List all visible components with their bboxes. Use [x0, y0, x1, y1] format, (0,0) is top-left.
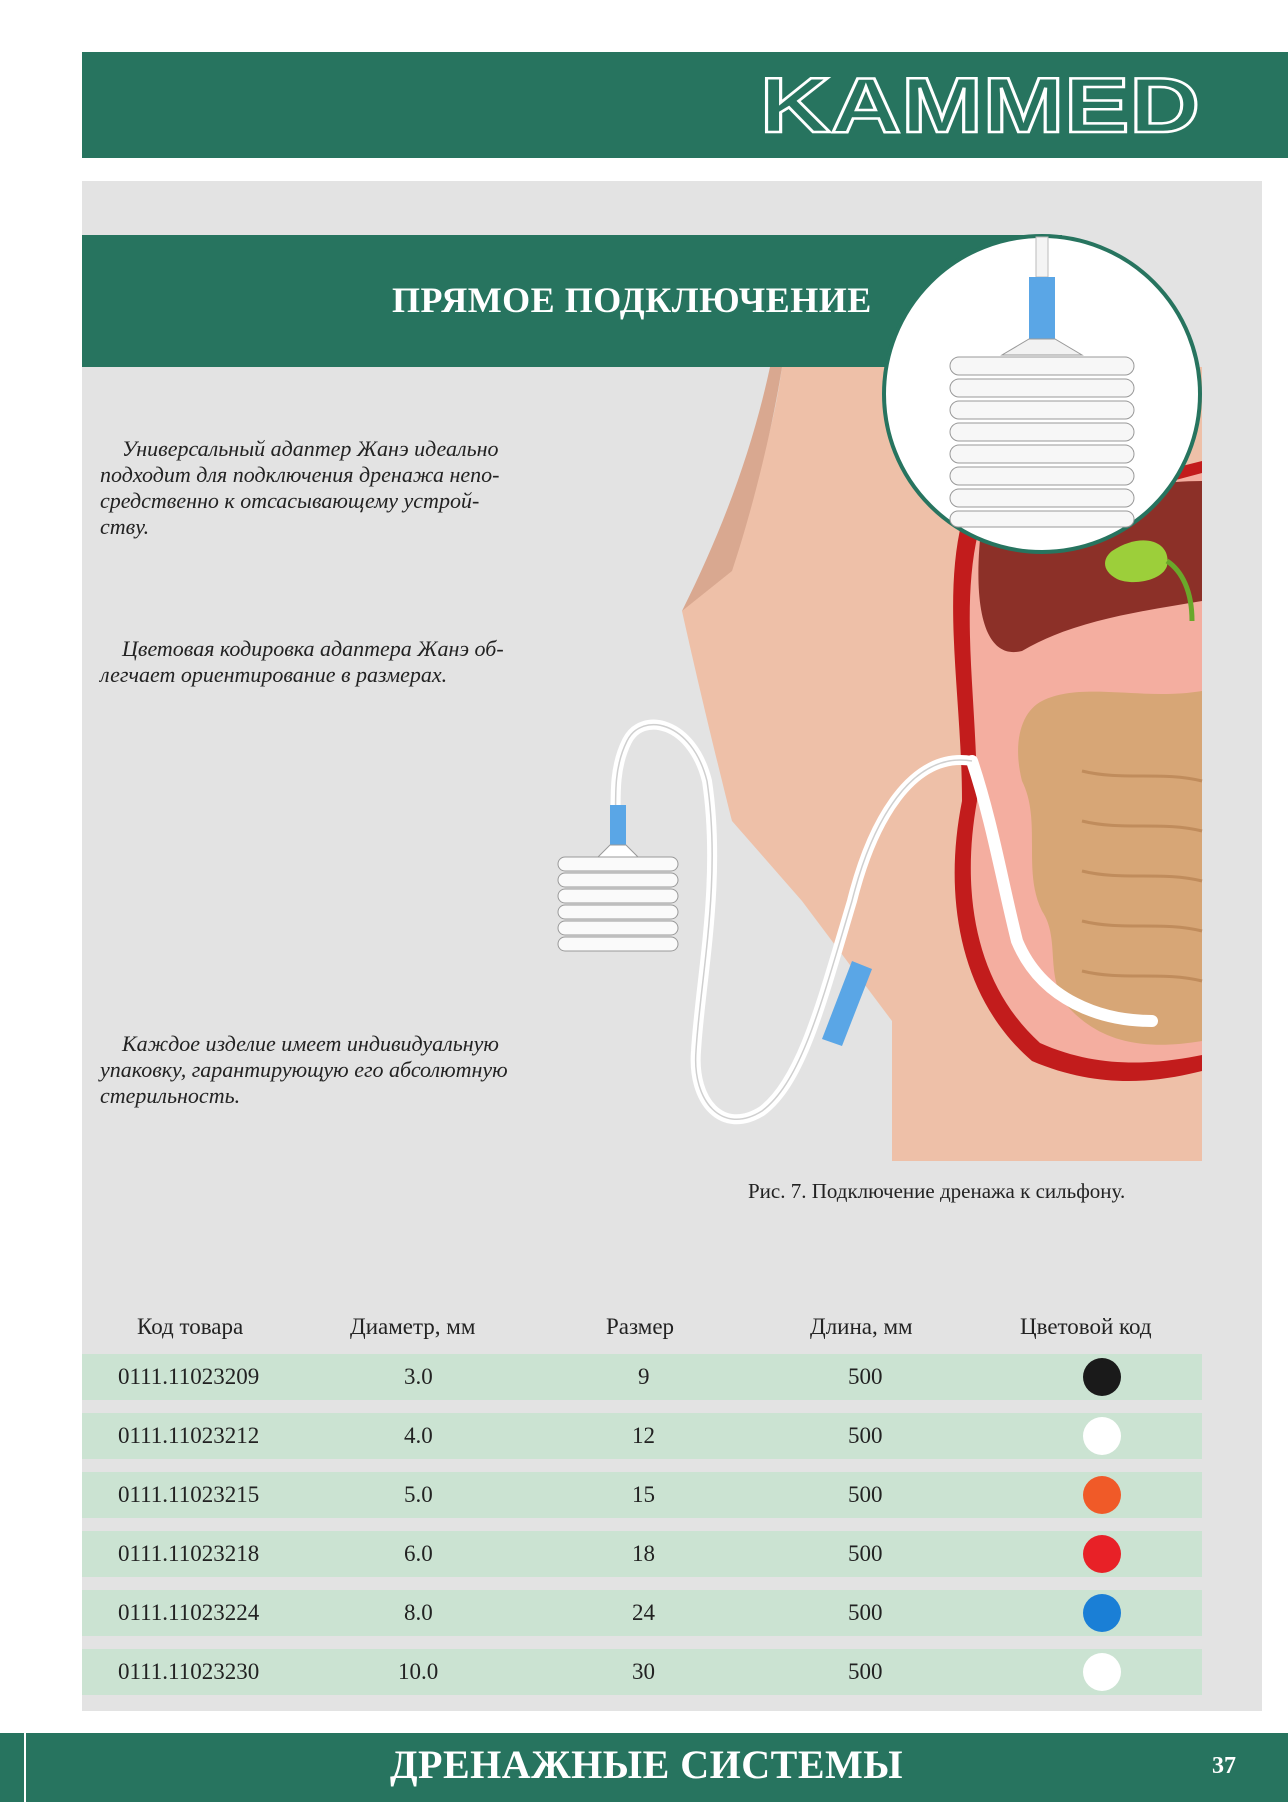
bellows-small: [558, 805, 678, 951]
content-panel: [82, 181, 1262, 1711]
table-row: [82, 1531, 1202, 1577]
cell-size: 24: [632, 1600, 655, 1625]
cell-length: 500: [848, 1364, 883, 1389]
paragraph-line: упаковку, гарантирующую его абсолютную: [100, 1057, 508, 1082]
cell-size: 9: [638, 1364, 650, 1389]
table-header-color: Цветовой код: [1020, 1314, 1152, 1339]
cell-size: 30: [632, 1659, 655, 1684]
footer-band: [0, 1733, 1288, 1802]
table-row: [82, 1590, 1202, 1636]
table-header-code: Код товара: [137, 1314, 244, 1339]
footer-title: ДРЕНАЖНЫЕ СИСТЕМЫ: [390, 1742, 904, 1787]
cell-diameter: 10.0: [398, 1659, 439, 1684]
paragraph-line: Универсальный адаптер Жанэ идеально: [122, 436, 499, 461]
section-title: ПРЯМОЕ ПОДКЛЮЧЕНИЕ: [392, 280, 872, 320]
cell-code: 0111.11023224: [118, 1600, 260, 1625]
cell-size: 18: [632, 1541, 655, 1566]
cell-code: 0111.11023218: [118, 1541, 260, 1566]
paragraph-line: подходит для подключения дренажа непо-: [100, 462, 500, 487]
cell-length: 500: [848, 1541, 883, 1566]
cell-length: 500: [848, 1600, 883, 1625]
cell-size: 12: [632, 1423, 655, 1448]
header-band: [82, 52, 1288, 158]
color-dot: [1083, 1653, 1121, 1691]
cell-code: 0111.11023212: [118, 1423, 260, 1448]
kammed-logo: [756, 66, 1206, 142]
cell-length: 500: [848, 1423, 883, 1448]
cell-length: 500: [848, 1482, 883, 1507]
cell-code: 0111.11023209: [118, 1364, 260, 1389]
paragraph-adapter: [100, 436, 562, 540]
magnified-bellows: [884, 236, 1200, 552]
paragraph-line: ству.: [100, 514, 150, 539]
cell-diameter: 6.0: [404, 1541, 433, 1566]
table-header-length: Длина, мм: [810, 1314, 913, 1339]
color-dot: [1083, 1535, 1121, 1573]
cell-diameter: 4.0: [404, 1423, 433, 1448]
logo-text: KAMMED: [760, 66, 1200, 142]
cell-diameter: 3.0: [404, 1364, 433, 1389]
cell-diameter: 8.0: [404, 1600, 433, 1625]
table-row: [82, 1472, 1202, 1518]
cell-code: 0111.11023215: [118, 1482, 260, 1507]
figure-caption: Рис. 7. Подключение дренажа к сильфону.: [748, 1179, 1126, 1203]
footer-divider: [24, 1733, 26, 1802]
cell-size: 15: [632, 1482, 655, 1507]
table-row: [82, 1649, 1202, 1695]
page-number: 37: [1212, 1753, 1236, 1779]
cell-length: 500: [848, 1659, 883, 1684]
color-dot: [1083, 1358, 1121, 1396]
paragraph-line: Цветовая кодировка адаптера Жанэ об-: [122, 636, 504, 661]
table-row: [82, 1413, 1202, 1459]
color-dot: [1083, 1417, 1121, 1455]
paragraph-line: легчает ориентирование в размерах.: [100, 662, 448, 687]
table-row: [82, 1354, 1202, 1400]
paragraph-sterility: [100, 1031, 562, 1109]
table-header-size: Размер: [606, 1314, 675, 1339]
paragraph-line: стерильность.: [100, 1083, 241, 1108]
paragraph-line: Каждое изделие имеет индивидуальную: [122, 1031, 499, 1056]
cell-diameter: 5.0: [404, 1482, 433, 1507]
color-dot: [1083, 1476, 1121, 1514]
paragraph-line: средственно к отсасывающему устрой-: [100, 488, 480, 513]
cell-code: 0111.11023230: [118, 1659, 260, 1684]
table-header-diameter: Диаметр, мм: [350, 1314, 476, 1339]
paragraph-color-coding: [100, 636, 562, 688]
color-dot: [1083, 1594, 1121, 1632]
